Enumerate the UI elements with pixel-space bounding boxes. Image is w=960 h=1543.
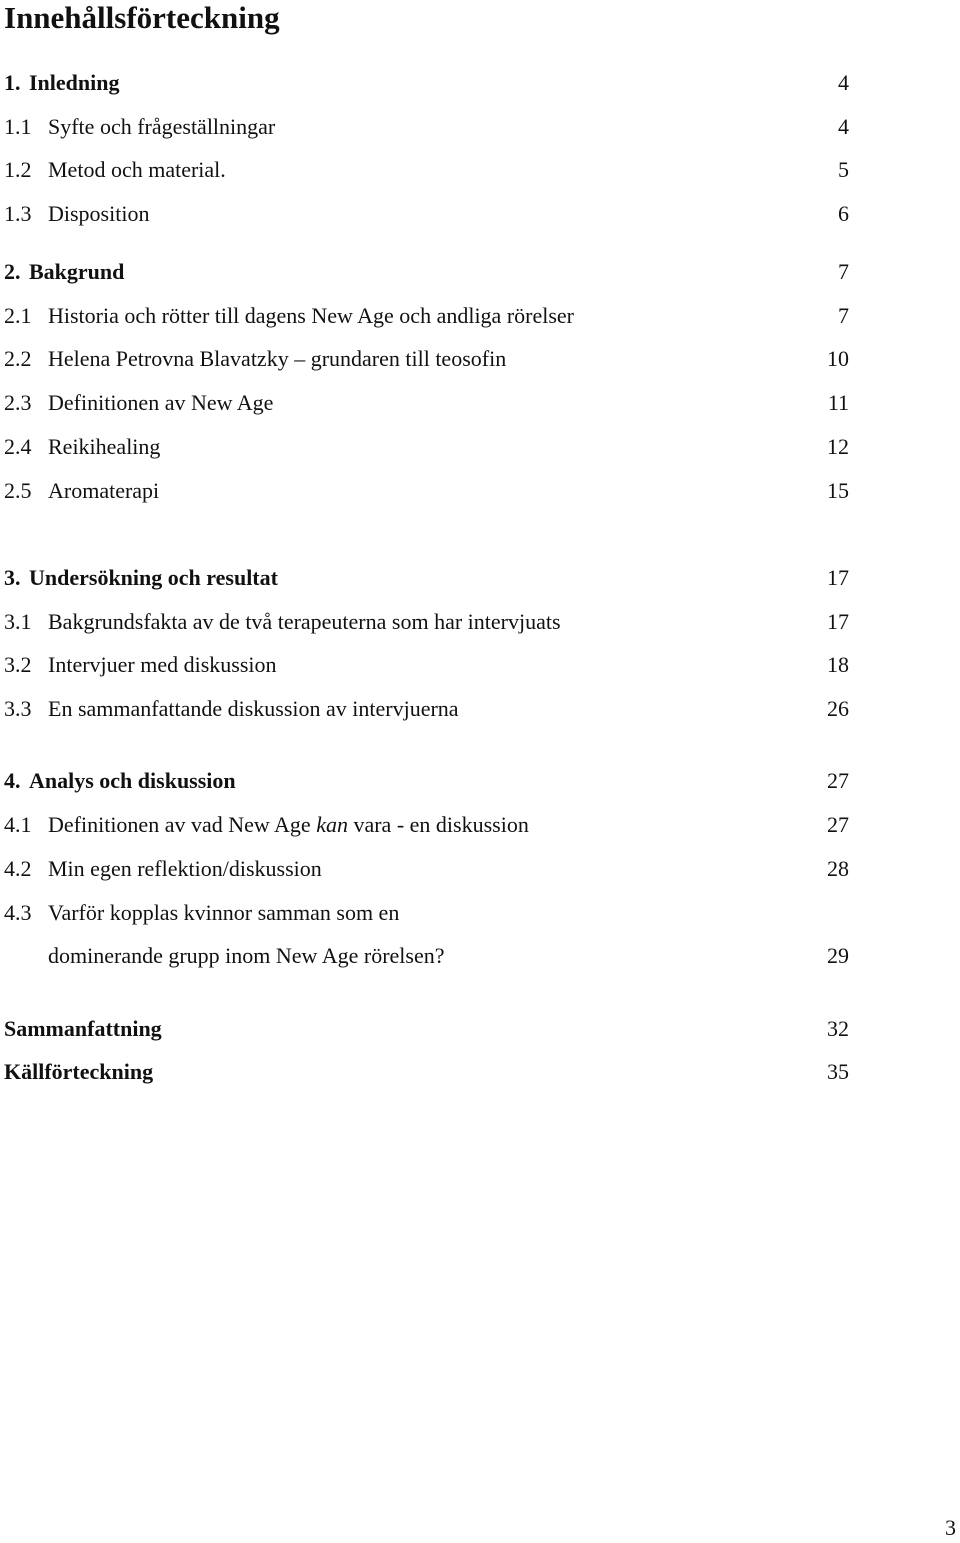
- toc-entry-chapter-1[interactable]: [4, 69, 849, 97]
- toc-entry-chapter-2[interactable]: [4, 258, 849, 286]
- toc-page-number: 27: [827, 812, 849, 837]
- toc-page-number: 29: [827, 943, 849, 968]
- toc-page-number: 10: [827, 346, 849, 371]
- toc-entry-3-2[interactable]: [4, 651, 849, 679]
- toc-page-number: 7: [838, 259, 849, 284]
- toc-page-number: 17: [827, 609, 849, 634]
- toc-number: 1.: [4, 70, 21, 95]
- toc-entry-2-2[interactable]: [4, 345, 849, 373]
- toc-page-number: 28: [827, 856, 849, 881]
- toc-page-number: 4: [838, 114, 849, 139]
- toc-entry-1-3[interactable]: [4, 200, 849, 228]
- toc-number: 3.1: [4, 609, 32, 634]
- toc-title: Bakgrundsfakta av de två terapeuterna som har intervjuats: [48, 609, 561, 634]
- toc-entry-4-3[interactable]: [4, 899, 849, 927]
- toc-entry-4-3-continued[interactable]: [4, 942, 849, 970]
- toc-title-part: Definitionen av vad New Age: [48, 812, 317, 837]
- page-number: 3: [945, 1515, 956, 1540]
- toc-entry-4-2[interactable]: [4, 855, 849, 883]
- toc-title: En sammanfattande diskussion av intervjuerna: [48, 696, 459, 721]
- toc-page-number: 26: [827, 696, 849, 721]
- toc-title: Metod och material.: [48, 157, 226, 182]
- toc-number: 1.1: [4, 114, 32, 139]
- toc-title: Syfte och frågeställningar: [48, 114, 276, 139]
- toc-title: Inledning: [29, 70, 120, 95]
- toc-title: Disposition: [48, 201, 150, 226]
- toc-number: 2.3: [4, 390, 32, 415]
- toc-page-number: 6: [838, 201, 849, 226]
- toc-title: Reikihealing: [48, 434, 161, 459]
- toc-page-number: 4: [838, 70, 849, 95]
- toc-number: 4.: [4, 768, 21, 793]
- toc-number: 2.2: [4, 346, 32, 371]
- toc-title: Historia och rötter till dagens New Age och andliga rörelser: [48, 303, 575, 328]
- toc-title: Varför kopplas kvinnor samman som en: [48, 900, 400, 925]
- toc-entry-chapter-3[interactable]: [4, 564, 849, 592]
- toc-title: Undersökning och resultat: [29, 565, 278, 590]
- toc-title: Definitionen av New Age: [48, 390, 274, 415]
- toc-entry-1-2[interactable]: [4, 156, 849, 184]
- toc-number: 4.1: [4, 812, 32, 837]
- toc-number: 2.: [4, 259, 21, 284]
- toc-page-number: 17: [827, 565, 849, 590]
- toc-page-number: 12: [827, 434, 849, 459]
- toc-entry-2-5[interactable]: [4, 477, 849, 505]
- toc-entry-summary[interactable]: [4, 1015, 849, 1043]
- toc-entry-2-1[interactable]: [4, 302, 849, 330]
- toc-page-number: 15: [827, 478, 849, 503]
- toc-title: Källförteckning: [4, 1059, 154, 1084]
- toc-number: 2.4: [4, 434, 32, 459]
- toc-entry-4-1[interactable]: [4, 811, 849, 839]
- toc-title: Helena Petrovna Blavatzky – grundaren till teosofin: [48, 346, 507, 371]
- toc-entry-references[interactable]: [4, 1058, 849, 1086]
- toc-page-number: 35: [827, 1059, 849, 1084]
- toc-entry-2-4[interactable]: [4, 433, 849, 461]
- toc-entry-3-1[interactable]: [4, 608, 849, 636]
- toc-page-number: 5: [838, 157, 849, 182]
- toc-title-part: vara - en diskussion: [347, 812, 529, 837]
- toc-entry-chapter-4[interactable]: [4, 767, 849, 795]
- toc-page-number: 27: [827, 768, 849, 793]
- toc-page-number: 18: [827, 652, 849, 677]
- toc-number: 4.3: [4, 900, 32, 925]
- toc-title: Analys och diskussion: [29, 768, 236, 793]
- toc-title: Bakgrund: [29, 259, 125, 284]
- toc-title-continuation: dominerande grupp inom New Age rörelsen?: [48, 943, 445, 968]
- toc-number: 3.2: [4, 652, 32, 677]
- page-title: Innehållsförteckning: [4, 0, 280, 35]
- toc-page-number: 11: [827, 390, 849, 415]
- toc-number: 2.5: [4, 478, 32, 503]
- toc-entry-1-1[interactable]: [4, 113, 849, 141]
- toc-title: Min egen reflektion/diskussion: [48, 856, 322, 881]
- toc-title-emphasis: kan: [316, 812, 348, 837]
- toc-page-number: 7: [838, 303, 849, 328]
- toc-entry-3-3[interactable]: [4, 695, 849, 723]
- toc-number: 3.: [4, 565, 21, 590]
- toc-number: 4.2: [4, 856, 32, 881]
- toc-title: [48, 811, 529, 839]
- toc-entry-2-3[interactable]: [4, 389, 849, 417]
- toc-number: 1.3: [4, 201, 32, 226]
- toc-title: Intervjuer med diskussion: [48, 652, 277, 677]
- toc-page-number: 32: [827, 1016, 849, 1041]
- toc-title: Aromaterapi: [48, 478, 160, 503]
- toc-number: 3.3: [4, 696, 32, 721]
- toc-number: 1.2: [4, 157, 32, 182]
- toc-number: 2.1: [4, 303, 32, 328]
- toc-title: Sammanfattning: [4, 1016, 162, 1041]
